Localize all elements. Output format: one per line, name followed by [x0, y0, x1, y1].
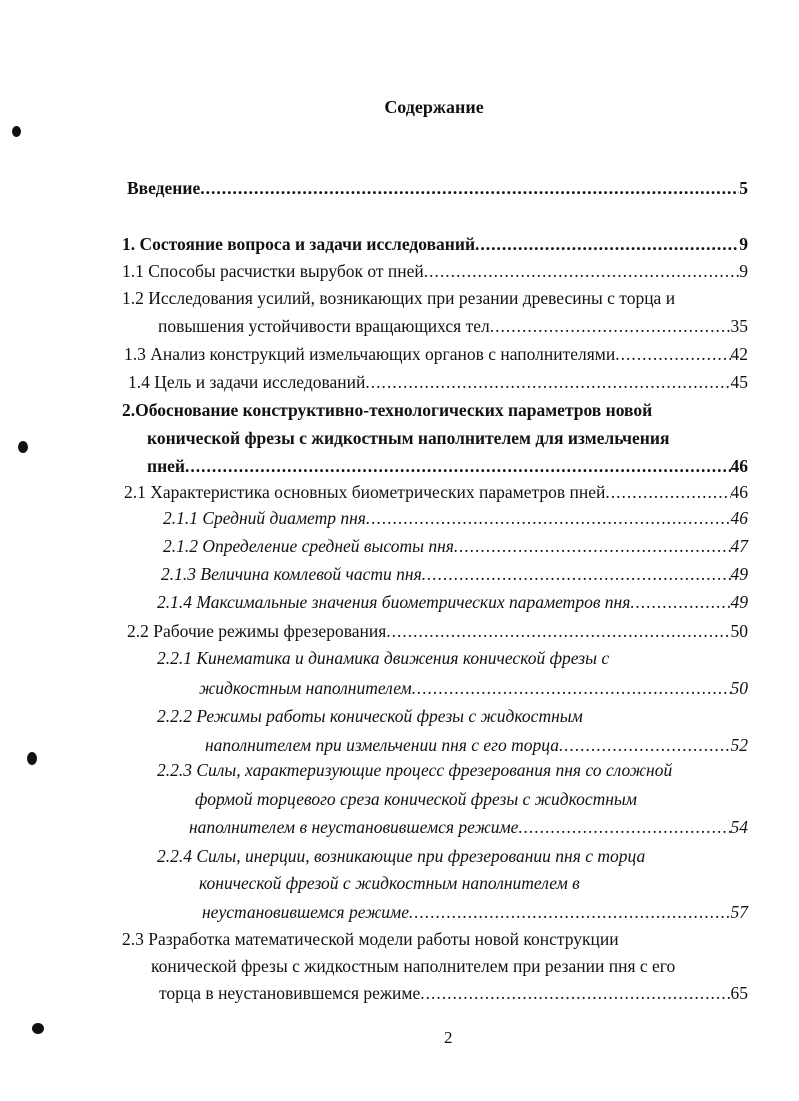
toc-entry-2-line1 [122, 399, 652, 421]
scan-speck [12, 126, 21, 137]
entry-text: 2.3 Разработка математической модели работы новой конструкции [122, 929, 619, 949]
entry-page: 46 [730, 456, 748, 476]
toc-entry-2-line2 [147, 427, 669, 449]
entry-page: 46 [730, 508, 748, 528]
entry-text: конической фрезы с жидкостным наполнителем при резании пня с его [151, 956, 676, 976]
entry-text: 2.2.2 Режимы работы конической фрезы с жидкостным [157, 706, 583, 726]
toc-entry-1-4 [128, 371, 748, 393]
entry-text: конической фрезой с жидкостным наполнителем в [199, 873, 580, 893]
toc-entry-2-2-3-line1 [157, 759, 672, 781]
entry-text: 1.4 Цель и задачи исследований [128, 372, 366, 392]
entry-text: 1.1 Способы расчистки вырубок от пней [122, 261, 424, 281]
entry-text: наполнителем при измельчении пня с его торца [205, 735, 559, 755]
toc-entry-2-2-4-line2 [199, 872, 580, 894]
scan-speck [27, 752, 37, 765]
entry-text: наполнителем в неустановившемся режиме [189, 817, 519, 837]
entry-page: 54 [730, 817, 748, 837]
entry-text: 1. Состояние вопроса и задачи исследований [122, 234, 476, 254]
toc-entry-2-1 [124, 481, 748, 503]
entry-text: 2.1.4 Максимальные значения биометрических параметров пня [157, 592, 631, 612]
entry-text: повышения устойчивости вращающихся тел [158, 316, 490, 336]
entry-text: торца в неустановившемся режиме [159, 983, 421, 1003]
toc-entry-1-2-line2 [158, 315, 748, 337]
entry-page: 9 [739, 261, 748, 281]
entry-page: 42 [730, 344, 748, 364]
entry-page: 47 [730, 536, 748, 556]
entry-page: 49 [730, 564, 748, 584]
entry-text: жидкостным наполнителем [199, 678, 412, 698]
entry-text: 2.1 Характеристика основных биометрических параметров пней [124, 482, 606, 502]
entry-page: 50 [730, 621, 748, 641]
toc-entry-2-2 [127, 620, 748, 642]
toc-entry-2-2-1-line1 [157, 647, 609, 669]
entry-page: 5 [739, 178, 748, 198]
toc-entry-1 [122, 233, 748, 255]
toc-entry-2-2-4-line1 [157, 845, 645, 867]
entry-page: 35 [730, 316, 748, 336]
entry-text: 1.3 Анализ конструкций измельчающих органов с наполнителями [124, 344, 616, 364]
page-number: 2 [444, 1028, 453, 1047]
entry-text: пней [147, 456, 186, 476]
toc-entry-2-3-line1 [122, 928, 619, 950]
entry-text: 2.2.1 Кинематика и динамика движения конической фрезы с [157, 648, 610, 668]
toc-entry-1-2-line1 [122, 287, 675, 309]
entry-text: 2.1.3 Величина комлевой части пня [161, 564, 422, 584]
entry-text: Введение [127, 178, 201, 198]
toc-entry-2-2-1-line2 [199, 677, 748, 699]
entry-text: 2.1.2 Определение средней высоты пня [163, 536, 454, 556]
toc-entry-2-1-4 [157, 591, 748, 613]
toc-entry-intro [127, 177, 748, 199]
toc-entry-2-1-1 [163, 507, 748, 529]
entry-page: 46 [730, 482, 748, 502]
entry-page: 52 [730, 735, 748, 755]
toc-entry-2-2-3-line2 [195, 788, 637, 810]
toc-entry-2-3-line3 [159, 982, 748, 1004]
entry-page: 45 [730, 372, 748, 392]
toc-entry-1-3 [124, 343, 748, 365]
entry-text: 2.2.4 Силы, инерции, возникающие при фрезеровании пня с торца [157, 846, 646, 866]
entry-page: 50 [730, 678, 748, 698]
scan-speck [32, 1023, 44, 1034]
entry-text: 2.2.3 Силы, характеризующие процесс фрезерования пня со сложной [157, 760, 673, 780]
toc-entry-2-2-2-line2 [205, 734, 748, 756]
toc-entry-2-1-2 [163, 535, 748, 557]
entry-page: 49 [730, 592, 748, 612]
entry-page: 9 [739, 234, 748, 254]
entry-page: 57 [730, 902, 748, 922]
toc-entry-2-3-line2 [151, 955, 675, 977]
toc-entry-2-2-3-line3 [189, 816, 748, 838]
entry-text: 2.1.1 Средний диаметр пня [163, 508, 366, 528]
toc-entry-1-1 [122, 260, 748, 282]
entry-text: 2.2 Рабочие режимы фрезерования [127, 621, 387, 641]
entry-page: 65 [730, 983, 748, 1003]
entry-text: неустановившемся режиме [202, 902, 409, 922]
toc-entry-2-2-4-line3 [202, 901, 748, 923]
scan-speck [18, 441, 28, 453]
entry-text: формой торцевого среза конической фрезы с жидкостным [195, 789, 637, 809]
entry-text: 2.Обоснование конструктивно-технологических параметров новой [122, 400, 653, 420]
toc-entry-2-1-3 [161, 563, 748, 585]
entry-text: 1.2 Исследования усилий, возникающих при резании древесины с торца и [122, 288, 676, 308]
entry-text: конической фрезы с жидкостным наполнителем для измельчения [147, 428, 670, 448]
page-title: Содержание [384, 97, 484, 117]
toc-entry-2-line3 [147, 455, 748, 477]
toc-entry-2-2-2-line1 [157, 705, 583, 727]
